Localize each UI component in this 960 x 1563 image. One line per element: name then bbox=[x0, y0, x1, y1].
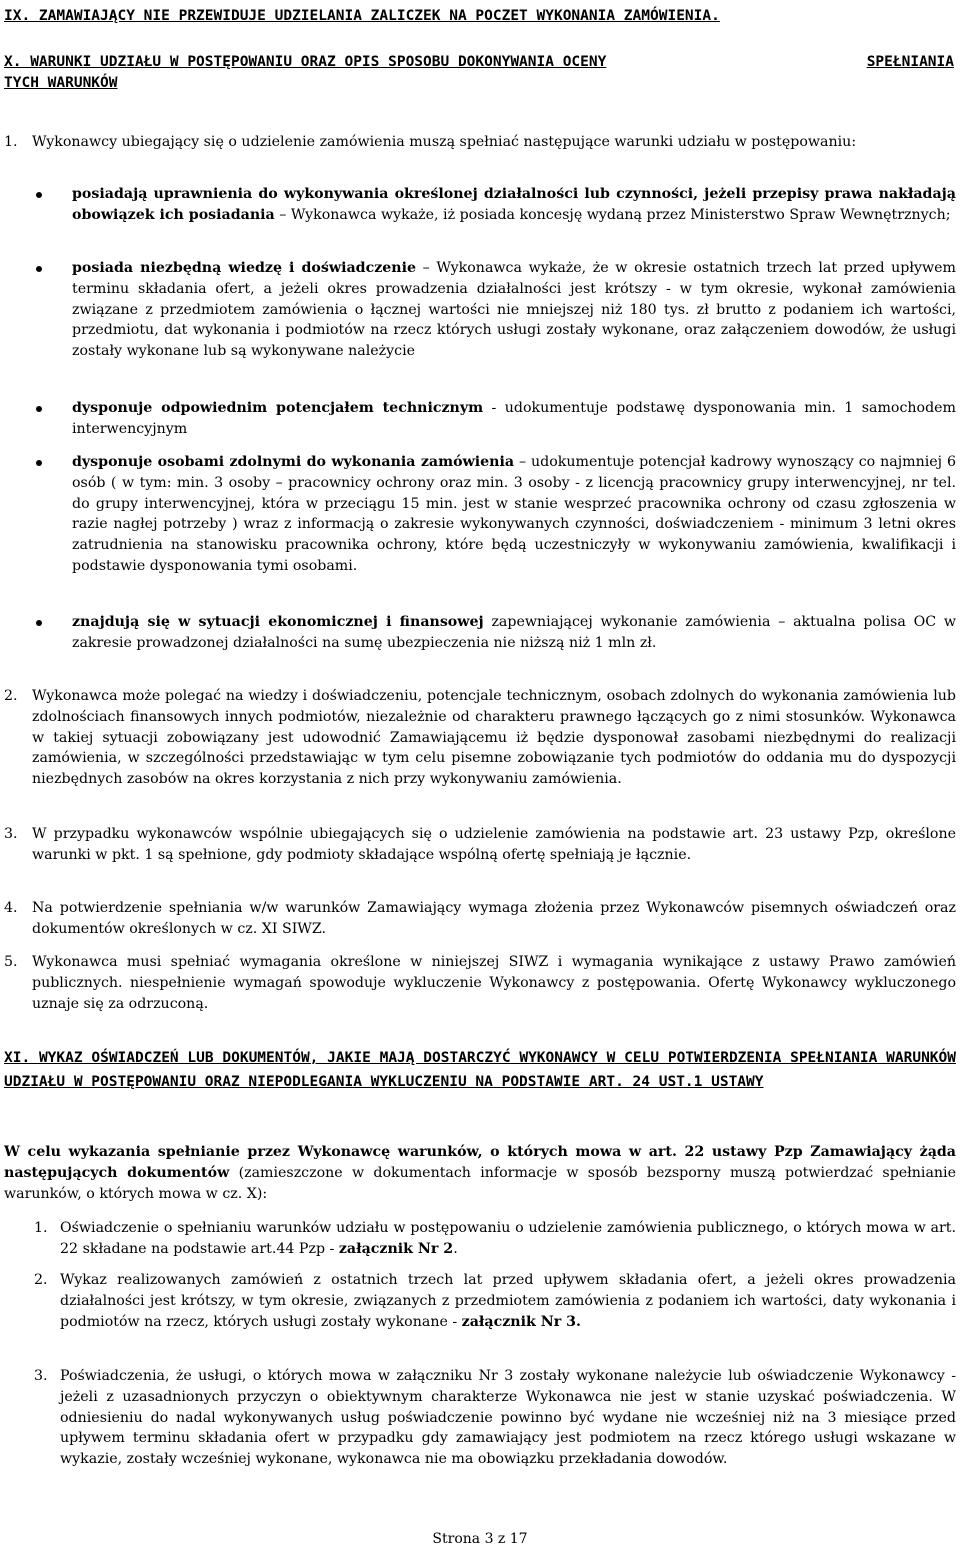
condition-item bbox=[4, 452, 956, 577]
section-10-item-2 bbox=[4, 686, 956, 790]
document-text: Oświadczenie o spełnianiu warunków udziału w postępowaniu o udzielenie zamówienia publicznego, o których mowa w art. 22 składane na podstawie art.44 Pzp - bbox=[60, 1220, 956, 1257]
section-10-item-5 bbox=[4, 952, 956, 1014]
document-number: 1. bbox=[34, 1220, 48, 1236]
condition-title: dysponuje osobami zdolnymi do wykonania zamówienia bbox=[72, 454, 515, 470]
section-10-heading bbox=[4, 52, 954, 94]
item-number: 1. bbox=[4, 134, 18, 150]
document-item bbox=[4, 1218, 956, 1260]
section-11-intro-bold: W celu wykazania spełnianie przez Wykonawcę warunków, o których mowa w art. 22 ustawy Pzp Zamawiający żąda następujących dokumentów bbox=[4, 1144, 956, 1181]
condition-item bbox=[4, 398, 956, 440]
document-attachment: załącznik Nr 3. bbox=[461, 1313, 581, 1330]
bullet-icon bbox=[36, 620, 42, 626]
section-11-heading: XI. WYKAZ OŚWIADCZEŃ LUB DOKUMENTÓW, JAKIE MAJĄ DOSTARCZYĆ WYKONAWCY W CELU POTWIERDZENIA SPEŁNIANIA WARUNKÓW UDZIAŁU W POSTĘPOWANIU ORAZ NIEPODLEGANIA WYKLUCZENIU NA PODSTAWIE ART. 24 UST.1 USTAWY bbox=[4, 1050, 956, 1090]
section-10-item-4 bbox=[4, 898, 956, 940]
condition-text: – udokumentuje potencjał kadrowy wynoszący co najmniej 6 osób ( w tym: min. 3 osoby – pracownicy ochrony oraz min. 3 osoby - z licencją pracownicy grupy interwencyjnej, nr tel. do grupy interwencyjnej, która w przeciągu 15 min. jest w stanie wesprzeć pracownika ochrony od czasu zgłoszenia w razie nagłej potrzeby ) wraz z informacją o zakresie wykonywanych czynności, doświadczeniem - minimum 3 letni okres zatrudnienia na stanowisku pracownika ochrony, które będą uczestniczyły w wykonywaniu zamówienia, kwalifikacji i podstawie dysponowania tymi osobami. bbox=[72, 454, 956, 574]
bullet-icon bbox=[36, 266, 42, 272]
document-attachment: załącznik Nr 2 bbox=[338, 1240, 454, 1257]
condition-title: posiadają uprawnienia do wykonywania określonej działalności lub czynności, jeżeli przepisy prawa nakładają obowiązek ich posiadania bbox=[72, 186, 956, 223]
bullet-icon bbox=[36, 406, 42, 412]
conditions-list-5 bbox=[4, 612, 956, 654]
section-9-heading: IX. ZAMAWIAJĄCY NIE PRZEWIDUJE UDZIELANIA ZALICZEK NA POCZET WYKONANIA ZAMÓWIENIA. bbox=[4, 8, 720, 24]
item-4-text: Na potwierdzenie spełniania w/w warunków Zamawiający wymaga złożenia przez Wykonawców pisemnych oświadczeń oraz dokumentów określonych w cz. XI SIWZ. bbox=[32, 900, 956, 937]
condition-title: posiada niezbędną wiedzę i doświadczenie bbox=[72, 260, 417, 276]
condition-item bbox=[4, 612, 956, 654]
conditions-list-4 bbox=[4, 452, 956, 577]
document-number: 3. bbox=[34, 1368, 48, 1384]
document-item bbox=[4, 1366, 956, 1470]
section-10-item-1 bbox=[4, 132, 956, 153]
bullet-icon bbox=[36, 460, 42, 466]
condition-text: - udokumentuje podstawę dysponowania min. 1 samochodem interwencyjnym bbox=[72, 400, 956, 437]
item-number: 5. bbox=[4, 954, 18, 970]
document-number: 2. bbox=[34, 1272, 48, 1288]
section-10-heading-part2: SPEŁNIANIA bbox=[866, 54, 954, 70]
section-10-item-3 bbox=[4, 824, 956, 866]
conditions-list-2 bbox=[4, 258, 956, 362]
section-11-intro bbox=[4, 1142, 956, 1204]
page-footer: Strona 3 z 17 bbox=[432, 1531, 528, 1547]
item-number: 3. bbox=[4, 826, 18, 842]
condition-text: – Wykonawca wykaże, iż posiada koncesję wydaną przez Ministerstwo Spraw Wewnętrznych; bbox=[274, 206, 951, 223]
condition-title: dysponuje odpowiednim potencjałem technicznym bbox=[72, 400, 484, 416]
item-3-text: W przypadku wykonawców wspólnie ubiegających się o udzielenie zamówienia na podstawie art. 23 ustawy Pzp, określone warunki w pkt. 1 są spełnione, gdy podmioty składające wspólną ofertę spełniają je łącznie. bbox=[32, 826, 956, 863]
documents-list-3 bbox=[4, 1366, 956, 1470]
section-10-heading-part1: X. WARUNKI UDZIAŁU W POSTĘPOWANIU ORAZ OPIS SPOSOBU DOKONYWANIA OCENY bbox=[4, 54, 607, 70]
item-2-text: Wykonawca może polegać na wiedzy i doświadczeniu, potencjale technicznym, osobach zdolnych do wykonania zamówienia lub zdolnościach finansowych innych podmiotów, niezależnie od charakteru prawnego łączących go z nimi stosunków. Wykonawca w takiej sytuacji zobowiązany jest udowodnić Zamawiającemu iż będzie dysponował zasobami niezbędnymi do realizacji zamówienia, w szczególności przedstawiając w tym celu pisemne zobowiązanie tych podmiotów do oddania mu do dyspozycji niezbędnych zasobów na okres korzystania z nich przy wykonywaniu zamówienia. bbox=[32, 688, 956, 788]
item-5-text: Wykonawca musi spełniać wymagania określone w niniejszej SIWZ i wymagania wynikające z ustawy Prawo zamówień publicznych. niespełnienie wymagań spowoduje wykluczenie Wykonawcy z postępowania. Ofertę Wykonawcy wykluczonego uznaje się za odrzuconą. bbox=[32, 954, 956, 1012]
item-number: 4. bbox=[4, 900, 18, 916]
condition-item bbox=[4, 258, 956, 362]
conditions-list bbox=[4, 184, 956, 226]
document-tail: . bbox=[453, 1240, 458, 1257]
documents-list bbox=[4, 1218, 956, 1260]
conditions-list-3 bbox=[4, 398, 956, 440]
documents-list-2 bbox=[4, 1270, 956, 1332]
section-10-heading-part3: TYCH WARUNKÓW bbox=[4, 75, 118, 91]
condition-text: – Wykonawca wykaże, że w okresie ostatnich trzech lat przed upływem terminu składania ofert, a jeżeli okres prowadzenia działalności jest krótszy - w tym okresie, wykonał zamówienia związane z przedmiotem zamówienia o łącznej wartości nie mniejszej niż 180 tys. zł brutto z podaniem ich wartości, przedmiotu, dat wykonania i podmiotów na rzecz których usługi zostały wykonane, oraz załączeniem dowodów, że usługi zostały wykonane lub są wykonywane należycie bbox=[72, 260, 956, 360]
condition-title: znajdują się w sytuacji ekonomicznej i finansowej bbox=[72, 614, 484, 630]
document-text: Poświadczenia, że usługi, o których mowa w załączniku Nr 3 zostały wykonane należycie lub oświadczenie Wykonawcy - jeżeli z uzasadnionych przyczyn o obiektywnym charakterze Wykonawca nie jest w stanie uzyskać poświadczenia. W odniesieniu do nadal wykonywanych usług poświadczenie powinno być wydane nie wcześniej niż na 3 miesiące przed upływem terminu składania ofert w przypadku gdy zamawiający jest podmiotem na rzecz którego usługi wskazane w wykazie, zostały wcześniej wykonane, wykonawca nie ma obowiązku przekładania dowodów. bbox=[60, 1368, 956, 1468]
item-number: 2. bbox=[4, 688, 18, 704]
document-item bbox=[4, 1270, 956, 1332]
section-11-intro-text: (zamieszczone w dokumentach informacje w sposób bezsporny muszą potwierdzać spełnianie warunków, o których mowa w cz. X): bbox=[4, 1164, 956, 1202]
document-text: Wykaz realizowanych zamówień z ostatnich trzech lat przed upływem składania ofert, a jeżeli okres prowadzenia działalności jest krótszy, w tym okresie, związanych z przedmiotem zamówienia z podaniem ich wartości, daty wykonania i podmiotów na rzecz, których usługi zostały wykonane - bbox=[60, 1272, 956, 1330]
bullet-icon bbox=[36, 192, 42, 198]
condition-text: zapewniającej wykonanie zamówienia – aktualna polisa OC w zakresie prowadzonej działalności na sumę ubezpieczenia nie niższą niż 1 mln zł. bbox=[72, 614, 956, 651]
condition-item bbox=[4, 184, 956, 226]
item-1-intro: Wykonawcy ubiegający się o udzielenie zamówienia muszą spełniać następujące warunki udziału w postępowaniu: bbox=[32, 134, 857, 150]
